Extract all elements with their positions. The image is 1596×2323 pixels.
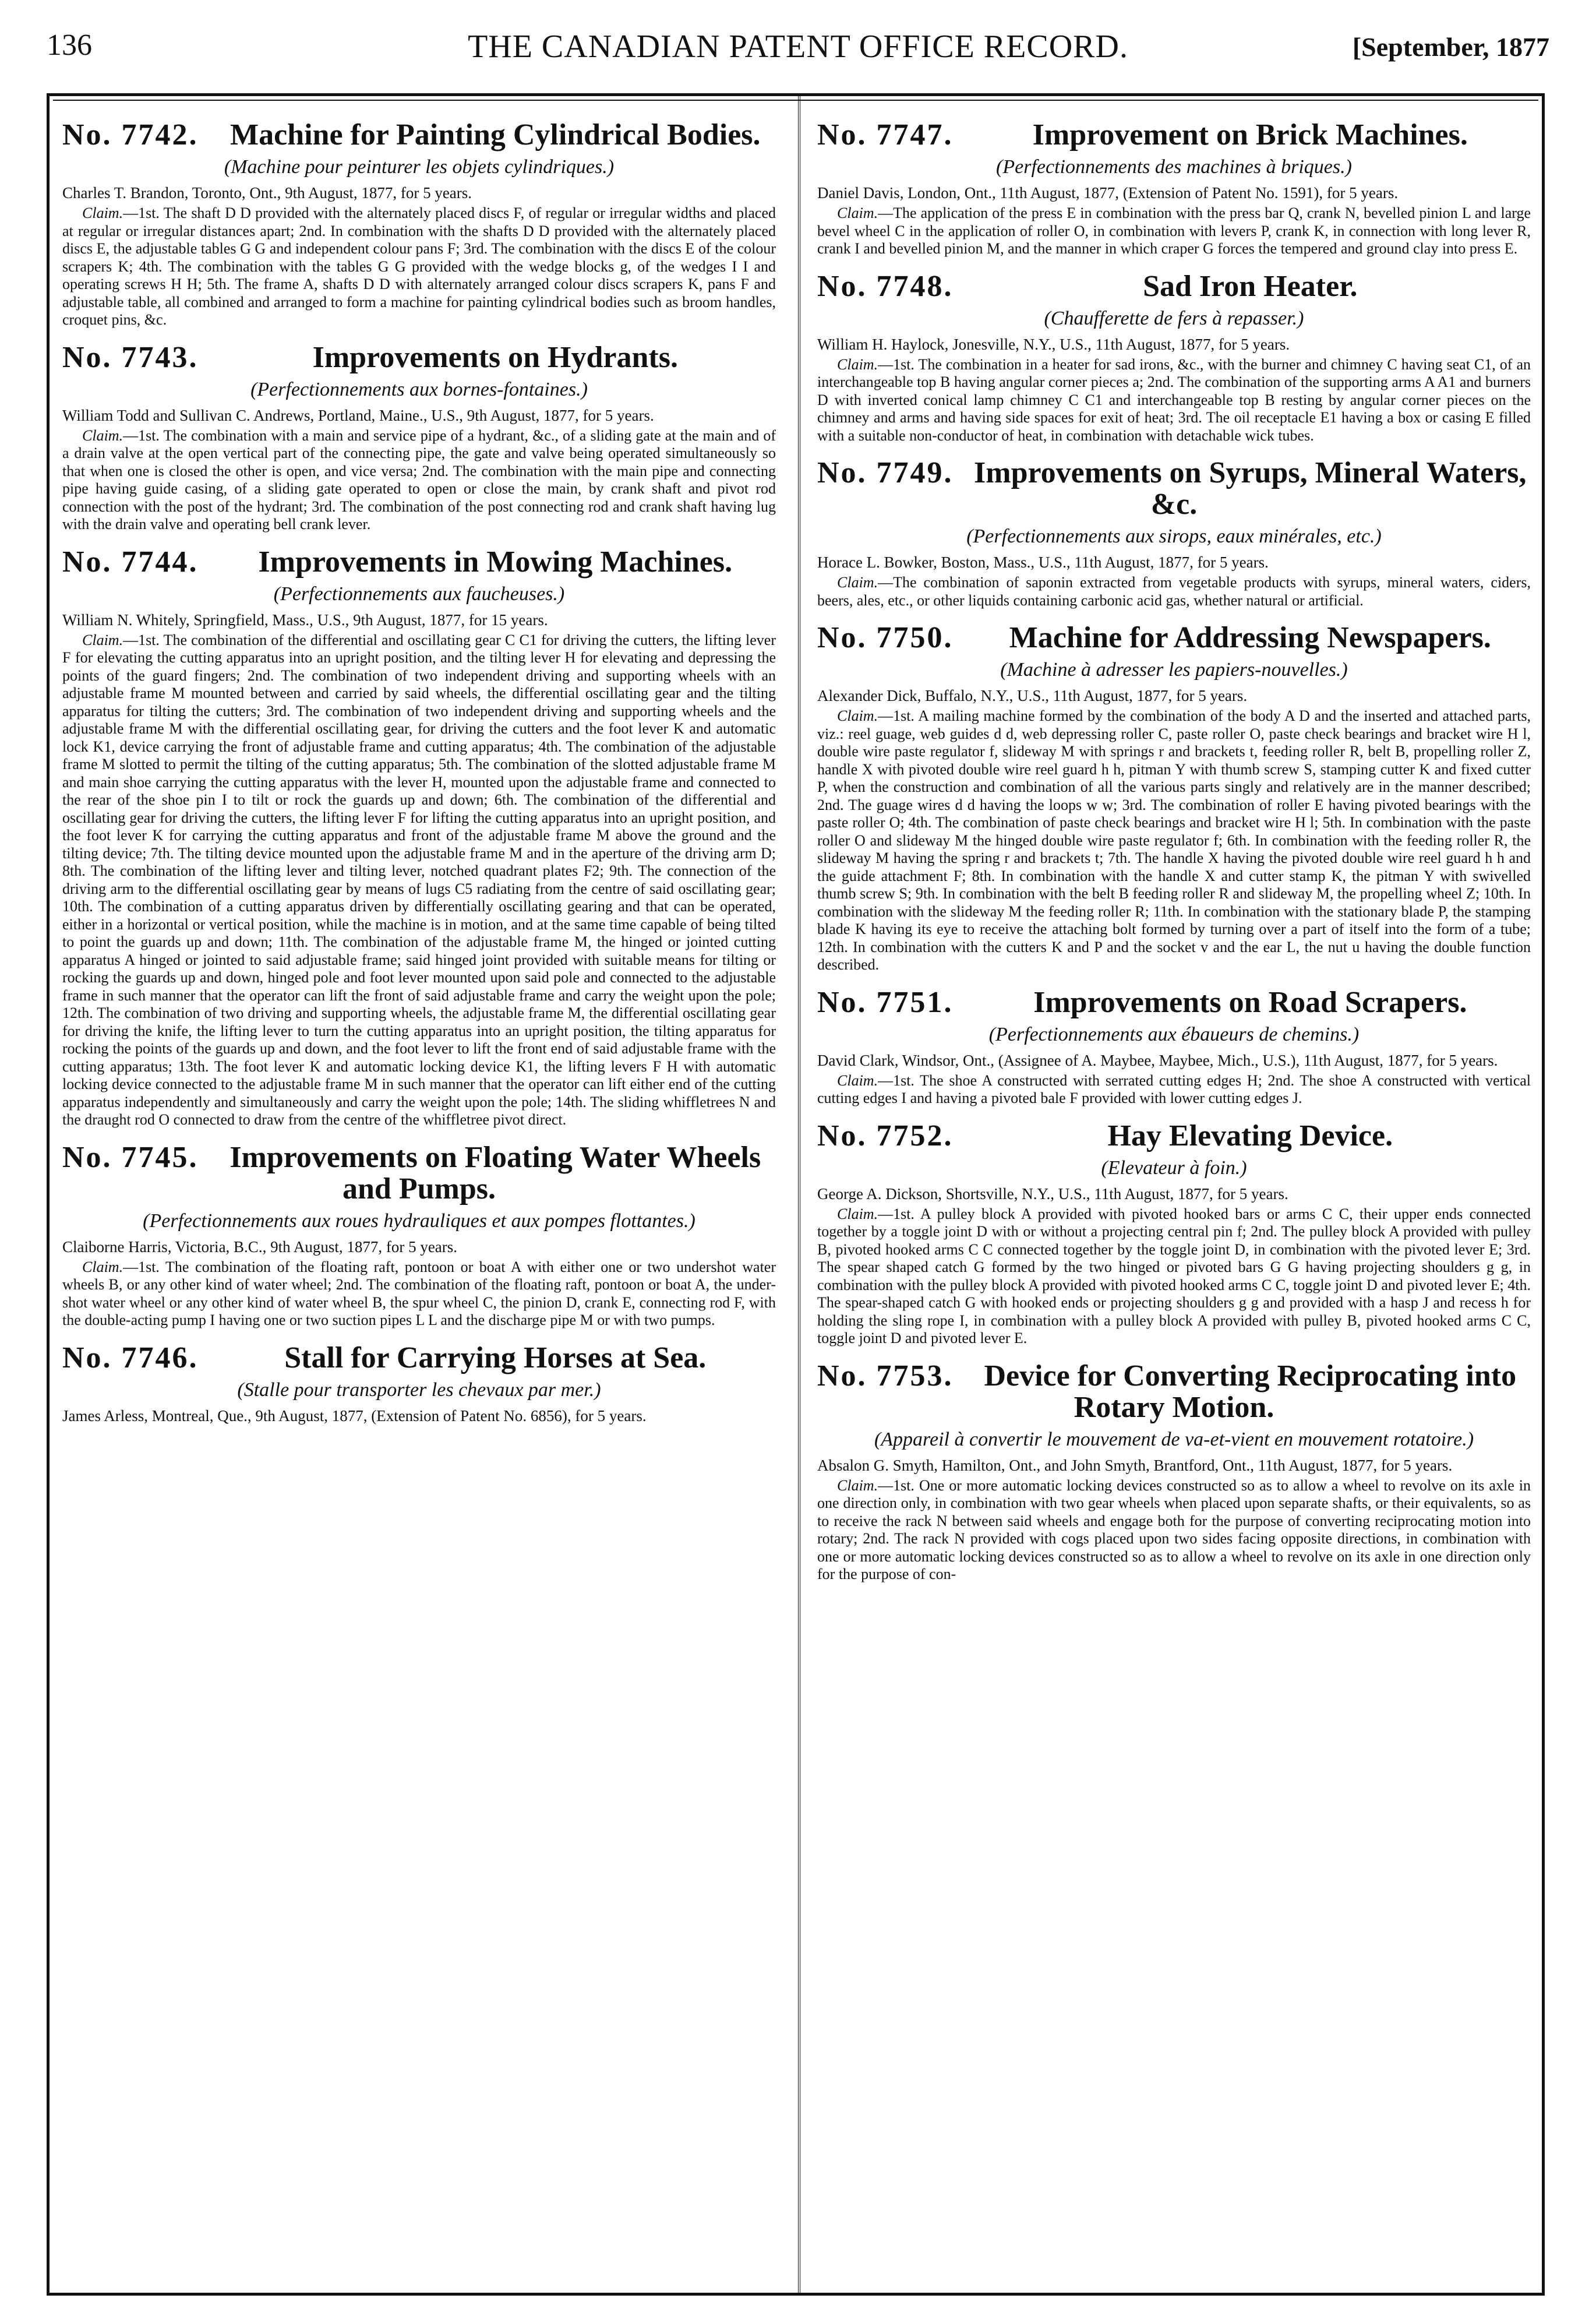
claim-body: —1st. The combination in a heater for sad irons, &c., with the burner and chimney C having seat C1, of an interchangeable top B having angular corner pieces a; 2nd. The combination of the supporting arms A A1 and burners D with inverted conical lamp chimney C C1 and interchangeable top B resting by angular corner pieces on the chimney and arms and having side spaces for exit of heat; 3rd. The oil receptacle E1 having a box or casing E filled with a suitable non-conductor of heat, in combination with detachable wick tubes. xyxy=(817,355,1531,444)
french-title: (Machine pour peinturer les objets cylindriques.) xyxy=(224,156,615,178)
patent-title: Improvement on Brick Machines. xyxy=(1032,119,1468,151)
patent-heading xyxy=(62,1342,776,1374)
patent-title: Improvements on Hydrants. xyxy=(312,340,678,374)
column-divider xyxy=(798,96,800,2293)
claim-text xyxy=(817,574,1531,609)
patent-number: No. 7745. xyxy=(62,1140,199,1174)
inventor-line: Absalon G. Smyth, Hamilton, Ont., and John Smyth, Brantford, Ont., 11th August, 1877, for 5 years. xyxy=(817,1456,1453,1474)
claim-body: —1st. A pulley block A provided with pivoted hooked bars or arms C C, their upper ends connected together by a toggle joint D with or without a projecting central pin f; 2nd. The pulley block A provided with pulley B, pivoted hooked arms C C connected together by the toggle joint D, in combination with the pivoted lever E; 3rd. The spear shaped catch G formed by the two hinged or pivoted bars G G having projecting shoulders g g, in combination with the pulley block A provided with pivoted hooked arms C C, toggle joint D and pivoted lever E; 4th. The spear-shaped catch G with hooked ends or projecting shoulders g g and provided with a hasp J and recess h for holding the sling rope I, in combination with a pulley block A provided with pulley B, pivoted hooked arms C C, toggle joint D and pivoted lever E. xyxy=(817,1205,1531,1346)
page-number: 136 xyxy=(47,29,92,62)
patent-title: Improvements on Syrups, Mineral Waters, &c. xyxy=(974,456,1527,521)
claim-label: Claim. xyxy=(82,426,123,444)
french-title: (Perfectionnements aux bornes-fontaines.) xyxy=(250,378,588,400)
patent-heading xyxy=(817,1120,1531,1152)
claim-label: Claim. xyxy=(837,574,878,591)
patent-heading xyxy=(62,342,776,373)
patent-entry xyxy=(817,457,1531,609)
inventor-line: Charles T. Brandon, Toronto, Ont., 9th August, 1877, for 5 years. xyxy=(62,184,472,202)
inventor-line: George A. Dickson, Shortsville, N.Y., U.S., 11th August, 1877, for 5 years. xyxy=(817,1185,1288,1203)
patent-title: Improvements on Road Scrapers. xyxy=(1033,985,1467,1019)
claim-label: Claim. xyxy=(82,205,123,221)
patent-number: No. 7750. xyxy=(817,621,954,654)
left-column xyxy=(62,119,776,2281)
patent-number: No. 7749. xyxy=(817,456,954,489)
patent-title: Machine for Addressing Newspapers. xyxy=(1009,621,1491,654)
patent-entry xyxy=(817,119,1531,258)
claim-text xyxy=(817,1477,1531,1584)
inventor-line: James Arless, Montreal, Que., 9th August, 1877, (Extension of Patent No. 6856), for 5 years. xyxy=(62,1407,647,1425)
patent-number: No. 7753. xyxy=(817,1359,954,1393)
french-title: (Perfectionnements aux sirops, eaux minérales, etc.) xyxy=(966,526,1382,547)
patent-heading xyxy=(817,119,1531,151)
issue-date: [September, 1877 xyxy=(1352,32,1549,62)
claim-label: Claim. xyxy=(837,1476,878,1494)
patent-heading xyxy=(62,547,776,578)
inventor-line: William Todd and Sullivan C. Andrews, Portland, Maine., U.S., 9th August, 1877, for 5 years. xyxy=(62,406,654,424)
claim-label: Claim. xyxy=(82,631,123,648)
patent-heading xyxy=(62,1142,776,1205)
french-title: (Elevateur à foin.) xyxy=(1101,1157,1247,1179)
claim-text xyxy=(817,707,1531,974)
claim-body: —The combination of saponin extracted from vegetable products with syrups, mineral waters, ciders, beers, ales, etc., or other liquids containing carbonic acid gas, whether natural or artificial. xyxy=(817,574,1531,609)
publication-title: THE CANADIAN PATENT OFFICE RECORD. xyxy=(468,29,1128,65)
patent-entry xyxy=(62,547,776,1129)
claim-text xyxy=(817,1072,1531,1108)
patent-heading xyxy=(817,987,1531,1018)
patent-number: No. 7743. xyxy=(62,340,199,374)
claim-text xyxy=(817,205,1531,258)
patent-title: Sad Iron Heater. xyxy=(1143,269,1358,303)
french-title: (Appareil à convertir le mouvement de va-et-vient en mouvement rotatoire.) xyxy=(874,1428,1474,1450)
claim-body: —1st. A mailing machine formed by the combination of the body A D and the inserted and attached parts, viz.: reel guage, web guides d d, web depressing roller C, paste roller O, paste check bearings and bracket wire H l, double wire paste regulator f, slideway M with springs r and brackets t, feeding roller R, belt B, propelling roller Z, handle X with pivoted double wire reel guard h h, pitman Y with thumb screw S, stamping cutter K and fixed cutter P, when the construction and combination of all the various parts singly and relatively are in the manner described; 2nd. The guage wires d d having the loops w w; 3rd. The combination of roller E having pivoted bearings with the paste roller O; 4th. The combination of paste check bearings and bracket wire H l; 5th. In combination with the paste roller O and slideway M the hinged double wire paste regulator f; 6th. In combination with the feeding roller R, the slideway M having the spring r and brackets t; 7th. The handle X having the pivoted double wire reel guard h h and the guide attachment F; 8th. In combination with the handle X and cutter stamp K, the pitman Y with swivelled thumb screw S; 9th. In combination with the belt B feeding roller R and slideway M, the propelling wheel Z; 10th. In combination with the slideway M the feeding roller R; 11th. In combination with the stationary blade P, the stamping blade K having its eye to receive the attaching bolt formed by turning over a part of itself into the form of a tube; 12th. In combination with the cutters K and P and the socket v and the ear L, the nut u having the double function described. xyxy=(817,707,1531,973)
patent-number: No. 7747. xyxy=(817,119,954,151)
patent-title: Improvements on Floating Water Wheels and Pumps. xyxy=(229,1140,761,1205)
french-title: (Machine à adresser les papiers-nouvelles.) xyxy=(1000,659,1348,681)
claim-body: —1st. The shaft D D provided with the alternately placed discs F, of regular or irregular widths and placed at regular or irregular distances apart; 2nd. In combination with the shafts D D provided with the alternately placed discs E, the adjustable tables G G and independent colour pans F; 3rd. The combination with the discs E of the colour scrapers K; 4th. The combination with the tables G G provided with the wedge blocks g, of the wedges I I and operating screws H H; 5th. The frame A, shafts D D with alternately arranged colour discs scrapers K, pans F and adjustable table, all combined and arranged to form a machine for painting cylindrical bodies such as broom handles, croquet pins, &c. xyxy=(62,205,776,328)
patent-entry xyxy=(817,1120,1531,1348)
french-title: (Perfectionnements aux roues hydrauliques et aux pompes flottantes.) xyxy=(143,1210,695,1232)
claim-body: —1st. One or more automatic locking devices constructed so as to allow a wheel to revolve on its axle in one direction only, in combination with two gear wheels when placed upon separate shafts, or their equivalents, so as to receive the rack N between said wheels and engage both for the purpose of converting reciprocating motion into rotary; 2nd. The rack N provided with cogs placed upon two sides facing opposite directions, in combination with one or more automatic locking devices constructed so as to allow a wheel to revolve on its axle in one direction only for the purpose of con- xyxy=(817,1476,1531,1582)
patent-number: No. 7752. xyxy=(817,1119,954,1152)
patent-entry xyxy=(817,1360,1531,1584)
claim-text xyxy=(817,356,1531,445)
claim-body: —1st. The combination with a main and service pipe of a hydrant, &c., of a sliding gate at the main and of a drain valve at the open vertical part of the connecting pipe, the gate and valve being operated simultaneously so that when one is closed the other is open, and vice versa; 2nd. The combination with the main pipe and connecting pipe having guide casing, of a sliding gate operated to open or close the main, by crank shaft and pivot rod connection with the post of the hydrant; 3rd. The combination of the post connecting rod and crank shaft having lug with the drain valve and operating bell crank lever. xyxy=(62,426,776,533)
claim-label: Claim. xyxy=(82,1258,123,1275)
page-frame xyxy=(47,93,1545,2296)
claim-label: Claim. xyxy=(837,205,878,221)
inventor-line: David Clark, Windsor, Ont., (Assignee of A. Maybee, Maybee, Mich., U.S.), 11th August, 1877, for 5 years. xyxy=(817,1051,1498,1069)
claim-text xyxy=(62,205,776,329)
french-title: (Stalle pour transporter les chevaux par mer.) xyxy=(237,1379,601,1401)
claim-label: Claim. xyxy=(837,355,878,373)
inventor-line: Claiborne Harris, Victoria, B.C., 9th August, 1877, for 5 years. xyxy=(62,1238,458,1256)
patent-title: Device for Converting Reciprocating into Rotary Motion. xyxy=(984,1359,1517,1424)
claim-body: —1st. The combination of the floating raft, pontoon or boat A with either one or two undershot water wheels B, or any other kind of water wheel; 2nd. The combination of the floating raft, pontoon or boat A, the under-shot water wheel or any other kind of water wheel B, the spur wheel C, the pinion D, crank E, connecting rod F, with the double-acting pump I having one or two suction pipes L L and the discharge pipe M or with two pumps. xyxy=(62,1258,776,1328)
claim-label: Claim. xyxy=(837,707,878,724)
claim-text xyxy=(62,427,776,534)
claim-label: Claim. xyxy=(837,1071,878,1089)
patent-heading xyxy=(817,457,1531,520)
patent-title: Hay Elevating Device. xyxy=(1107,1119,1393,1152)
patent-entry xyxy=(62,1142,776,1330)
inventor-line: Alexander Dick, Buffalo, N.Y., U.S., 11th August, 1877, for 5 years. xyxy=(817,687,1248,704)
claim-text xyxy=(817,1205,1531,1348)
patent-number: No. 7744. xyxy=(62,545,199,579)
page-header xyxy=(47,28,1549,75)
patent-number: No. 7742. xyxy=(62,119,199,151)
patent-heading xyxy=(817,1360,1531,1423)
right-column xyxy=(817,119,1531,2281)
patent-entry xyxy=(62,119,776,329)
patent-entry xyxy=(817,987,1531,1108)
patent-entry xyxy=(62,1342,776,1425)
claim-text xyxy=(62,1259,776,1330)
patent-title: Improvements in Mowing Machines. xyxy=(258,545,733,579)
patent-title: Machine for Painting Cylindrical Bodies. xyxy=(230,119,761,151)
claim-body: —1st. The combination of the differential and oscillating gear C C1 for driving the cutters, the lifting lever F for elevating the cutting apparatus into an upright position, and the tilting lever H for elevating and depressing the points of the guard fingers; 2nd. The combination of two independent driving and supporting wheels with an adjustable frame M mounted between and carried by said wheels, the differential oscillating gear and the tilting apparatus for tilting the cutters; 3rd. The combination of two independent driving and supporting wheels and the adjustable frame M with the differential oscillating gear, for driving the cutters and the foot lever K and automatic lock K1, device carrying the front of adjustable frame and cutting apparatus; 4th. The combination of the adjustable frame M slotted to permit the tilting of the cutting apparatus; 5th. The combination of the slotted adjustable frame M and main shoe carrying the cutting apparatus with the lever H, mounted upon the adjustable frame and connected to the rear of the shoe pin I to tilt or rock the guards up and down; 6th. The combination of the differential and oscillating gear for driving the cutters, the lifting lever F for lifting the cutting apparatus into an upright position, and the foot lever K for carrying the cutting apparatus and front of the adjustable frame M above the ground and the tilting device; 7th. The tilting device mounted upon the adjustable frame M and in the aperture of the driving arm D; 8th. The combination of the lifting lever and tilting lever, notched quadrant plates F2; 9th. The connection of the driving arm to the differential oscillating gear by means of lugs C5 radiating from the centre of said oscillating gear; 10th. The combination of a cutting apparatus driven by differentially oscillating gearing and that can be operated, either in a horizontal or vertical position, while the machine is in motion, and at the same time capable of being tilted to point the guards up and down; 11th. The combination of the adjustable frame M, the hinged or jointed cutting apparatus A hinged or jointed to said adjustable frame; said hinged joint provided with suitable means for tilting or rocking the guards up and down, hinged pole and foot lever mounted upon said pole and connected to the adjustable frame in such manner that the operator can lift the front of said adjustable frame and carry the weight upon the pole; 12th. The combination of two driving and supporting wheels, the adjustable frame M, the differential oscillating gear for driving the knife, the lifting lever to turn the cutting apparatus into an upright position, the tilting apparatus for rocking the points of the guards up and down, and the foot lever to lift the front end of said adjustable frame with the cutting apparatus; 13th. The foot lever K and automatic locking device K1, the lifting levers F H with automatic locking device connected to the adjustable frame M in such manner that the operator can lift either end of the cutting apparatus independently and simultaneously and carry the weight upon the pole; 14th. The sliding whiffletrees N and the draught rod O connected to draw from the centre of the whiffletree pivot direct. xyxy=(62,631,776,1128)
french-title: (Perfectionnements aux ébaueurs de chemins.) xyxy=(988,1023,1360,1045)
patent-entry xyxy=(62,342,776,534)
claim-body: —1st. The shoe A constructed with serrated cutting edges H; 2nd. The shoe A constructed with vertical cutting edges I and having a pivoted bale F provided with lower cutting edges J. xyxy=(817,1071,1531,1106)
claim-body: —The application of the press E in combination with the press bar Q, crank N, bevelled pinion L and large bevel wheel C in the application of roller O, in combination with levers P, crank K, in connection with long lever R, crank I and bevelled pinion M, and the manner in which craper G forces the tempered and ground clay into press E. xyxy=(817,205,1531,257)
inventor-line: Horace L. Bowker, Boston, Mass., U.S., 11th August, 1877, for 5 years. xyxy=(817,554,1269,571)
patent-number: No. 7751. xyxy=(817,985,954,1019)
french-title: (Chaufferette de fers à repasser.) xyxy=(1044,307,1304,329)
patent-entry xyxy=(817,622,1531,974)
french-title: (Perfectionnements aux faucheuses.) xyxy=(273,583,565,605)
patent-heading xyxy=(817,622,1531,654)
patent-heading xyxy=(62,119,776,151)
french-title: (Perfectionnements des machines à briques.) xyxy=(996,156,1352,178)
inventor-line: William H. Haylock, Jonesville, N.Y., U.S., 11th August, 1877, for 5 years. xyxy=(817,335,1290,353)
patent-entry xyxy=(817,271,1531,445)
claim-text xyxy=(62,632,776,1129)
claim-label: Claim. xyxy=(837,1205,878,1222)
patent-heading xyxy=(817,271,1531,302)
patent-title: Stall for Carrying Horses at Sea. xyxy=(284,1341,707,1374)
patent-number: No. 7746. xyxy=(62,1341,199,1374)
patent-number: No. 7748. xyxy=(817,269,954,303)
inventor-line: William N. Whitely, Springfield, Mass., U.S., 9th August, 1877, for 15 years. xyxy=(62,611,548,629)
inventor-line: Daniel Davis, London, Ont., 11th August, 1877, (Extension of Patent No. 1591), for 5 years. xyxy=(817,184,1399,202)
